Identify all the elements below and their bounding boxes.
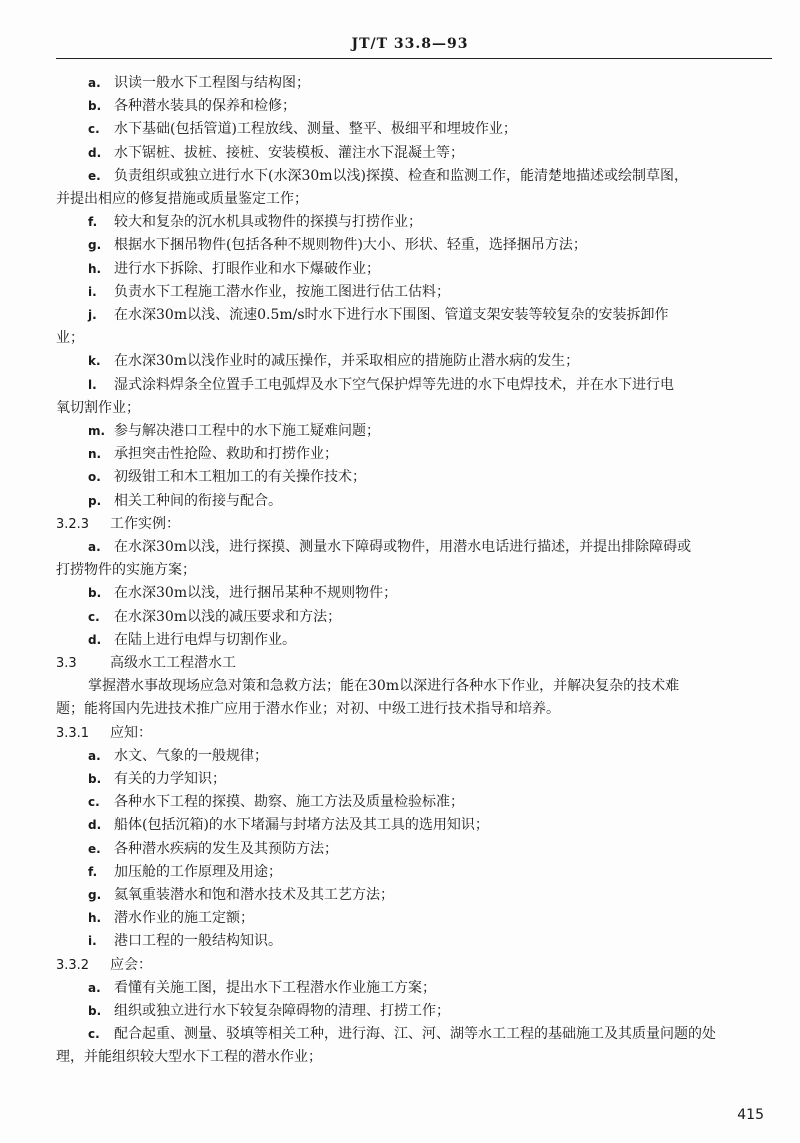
line-text: 在陆上进行电焊与切割作业。 bbox=[114, 631, 296, 648]
line-text: 在水深30m以浅，进行探摸、测量水下障碍或物件，用潜水电话进行描述，并提出排除障碍或 bbox=[114, 539, 692, 555]
item-label: d. bbox=[88, 818, 102, 833]
item-label: a. bbox=[88, 540, 101, 554]
item-label: e. bbox=[88, 168, 101, 183]
line-text: 有关的力学知识； bbox=[114, 771, 226, 787]
item-label: m. bbox=[88, 424, 106, 438]
text-line bbox=[56, 118, 800, 140]
text-line bbox=[56, 698, 772, 720]
text-line bbox=[56, 258, 800, 280]
line-text: 工作实例： bbox=[110, 515, 180, 532]
line-text: 在水深30m以浅、流速0.5m/s时水下进行水下围图、管道支架安装等较复杂的安装拆卸作 bbox=[114, 307, 669, 323]
line-text: 并提出相应的修复措施或质量鉴定工作； bbox=[56, 191, 308, 207]
item-label: i. bbox=[88, 284, 97, 299]
line-text: 进行水下拆除、打眼作业和水下爆破作业； bbox=[114, 260, 380, 277]
line-text: 参与解决港口工程中的水下施工疑难问题； bbox=[114, 423, 380, 439]
text-line bbox=[56, 861, 800, 883]
line-text: 题；能将国内先进技术推广应用于潜水作业；对初、中级工进行技术指导和培养。 bbox=[56, 701, 560, 718]
line-text: 各种潜水装具的保养和检修； bbox=[114, 98, 296, 115]
text-line bbox=[56, 930, 800, 952]
text-line bbox=[56, 420, 800, 442]
section-heading bbox=[56, 652, 772, 674]
item-label: d. bbox=[88, 632, 102, 647]
line-text: 配合起重、测量、驳填等相关工种，进行海、江、河、湖等水工工程的基础施工及其质量问题的处 bbox=[114, 1026, 716, 1043]
text-line bbox=[56, 606, 800, 628]
item-label: k. bbox=[88, 354, 101, 369]
text-line bbox=[56, 188, 772, 210]
text-line bbox=[56, 397, 772, 419]
item-label: o. bbox=[88, 470, 101, 485]
item-label: i. bbox=[88, 934, 97, 949]
text-line bbox=[56, 884, 800, 906]
item-label: e. bbox=[88, 841, 101, 856]
item-label: b. bbox=[88, 1004, 102, 1018]
page-header: JT/T 33.8—93 bbox=[351, 36, 469, 52]
item-label: p. bbox=[88, 493, 102, 508]
text-line bbox=[56, 629, 800, 651]
line-text: 各种潜水疾病的发生及其预防方法； bbox=[114, 840, 338, 857]
line-text: 负责组织或独立进行水下(水深30m以浅)探摸、检查和监测工作，能清楚地描述或绘制草图， bbox=[114, 167, 689, 184]
section-heading bbox=[56, 513, 772, 535]
line-text: 水下基础(包括管道)工程放线、测量、整平、极细平和埋坡作业； bbox=[114, 121, 517, 138]
item-label: h. bbox=[88, 261, 102, 276]
text-line bbox=[56, 907, 800, 929]
section-heading bbox=[56, 954, 772, 976]
line-text: 应会： bbox=[110, 956, 152, 973]
text-line bbox=[56, 838, 800, 860]
text-line bbox=[56, 536, 800, 558]
line-text: 较大和复杂的沉水机具或物件的探摸与打捞作业； bbox=[114, 214, 422, 231]
text-line bbox=[56, 675, 800, 697]
line-text: 湿式涂料焊条全位置手工电弧焊及水下空气保护焊等先进的水下电焊技术，并在水下进行电 bbox=[114, 376, 674, 393]
text-line bbox=[56, 443, 800, 465]
text-line bbox=[56, 768, 800, 790]
line-text: 业； bbox=[56, 330, 84, 347]
text-line bbox=[56, 1000, 800, 1022]
line-text: 负责水下工程施工潜水作业，按施工图进行估工估料； bbox=[114, 283, 450, 300]
text-line bbox=[56, 211, 800, 233]
line-text: 承担突击性抢险、救助和打捞作业； bbox=[114, 446, 338, 463]
item-label: a. bbox=[88, 980, 101, 995]
line-text: 氧切割作业； bbox=[56, 399, 140, 416]
item-label: f. bbox=[88, 215, 98, 230]
line-text: 在水深30m以浅，进行捆吊某种不规则物件； bbox=[114, 585, 398, 602]
line-text: 根据水下捆吊物件(包括各种不规则物件)大小、形状、轻重，选择捆吊方法； bbox=[114, 237, 587, 254]
text-line bbox=[56, 234, 800, 256]
line-text: 应知： bbox=[110, 724, 152, 741]
text-line bbox=[56, 559, 772, 581]
item-label: h. bbox=[88, 911, 102, 926]
item-label: b. bbox=[88, 772, 102, 786]
section-number: 3.3.1 bbox=[56, 725, 90, 741]
section-number: 3.3 bbox=[56, 656, 77, 671]
line-text: 各种水下工程的探摸、勘察、施工方法及质量检验标准； bbox=[114, 794, 464, 811]
line-text: 船体(包括沉箱)的水下堵漏与封堵方法及其工具的选用知识； bbox=[114, 817, 489, 834]
text-line bbox=[56, 1046, 772, 1068]
line-text: 加压舱的工作原理及用途； bbox=[114, 863, 282, 880]
item-label: g. bbox=[88, 888, 102, 902]
header-rule bbox=[56, 58, 772, 59]
text-line bbox=[56, 95, 800, 117]
item-label: d. bbox=[88, 145, 102, 160]
section-number: 3.3.2 bbox=[56, 957, 90, 973]
line-text: 理，并能组织较大型水下工程的潜水作业； bbox=[56, 1049, 322, 1066]
item-label: j. bbox=[88, 308, 97, 322]
text-line bbox=[56, 281, 800, 303]
line-text: 打捞物件的实施方案； bbox=[56, 562, 196, 579]
text-line bbox=[56, 791, 800, 813]
line-text: 港口工程的一般结构知识。 bbox=[114, 933, 282, 950]
line-text: 相关工种间的衔接与配合。 bbox=[114, 492, 282, 509]
text-line bbox=[56, 142, 800, 164]
line-text: 看懂有关施工图，提出水下工程潜水作业施工方案； bbox=[114, 979, 436, 996]
text-line bbox=[56, 814, 800, 836]
text-line bbox=[56, 1023, 800, 1045]
line-text: 水文、气象的一般规律； bbox=[114, 747, 268, 764]
item-label: a. bbox=[88, 748, 101, 763]
text-line bbox=[56, 165, 800, 187]
line-text: 初级钳工和木工粗加工的有关操作技术； bbox=[114, 469, 366, 486]
section-heading bbox=[56, 722, 772, 744]
page-number: 415 bbox=[737, 1107, 764, 1123]
text-line bbox=[56, 304, 800, 326]
item-label: b. bbox=[88, 99, 102, 114]
text-line bbox=[56, 490, 800, 512]
text-line bbox=[56, 745, 800, 767]
item-label: a. bbox=[88, 76, 101, 90]
item-label: c. bbox=[88, 122, 100, 137]
item-label: n. bbox=[88, 447, 102, 462]
section-number: 3.2.3 bbox=[56, 516, 90, 532]
item-label: f. bbox=[88, 864, 98, 879]
line-text: 水下锯桩、拔桩、接桩、安装模板、灌注水下混凝土等； bbox=[114, 144, 464, 161]
line-text: 组织或独立进行水下较复杂障碍物的清理、打捞工作； bbox=[114, 1003, 450, 1019]
line-text: 识读一般水下工程图与结构图； bbox=[114, 75, 310, 91]
text-line bbox=[56, 977, 800, 999]
line-text: 潜水作业的施工定额； bbox=[114, 910, 254, 927]
text-line bbox=[56, 327, 772, 349]
line-text: 高级水工工程潜水工 bbox=[110, 655, 236, 671]
line-text: 掌握潜水事故现场应急对策和急救方法；能在30m以深进行各种水下作业，并解决复杂的技术难 bbox=[88, 678, 680, 695]
item-label: c. bbox=[88, 1027, 100, 1042]
line-text: 在水深30m以浅作业时的减压操作，并采取相应的措施防止潜水病的发生； bbox=[114, 353, 580, 370]
text-line bbox=[56, 374, 800, 396]
item-label: c. bbox=[88, 795, 100, 810]
text-line bbox=[56, 350, 800, 372]
line-text: 氦氧重装潜水和饱和潜水技术及其工艺方法； bbox=[114, 887, 394, 903]
item-label: g. bbox=[88, 238, 102, 253]
text-line bbox=[56, 582, 800, 604]
item-label: l. bbox=[88, 377, 97, 392]
item-label: c. bbox=[88, 609, 100, 624]
line-text: 在水深30m以浅的减压要求和方法； bbox=[114, 608, 342, 625]
text-line bbox=[56, 72, 800, 94]
text-line bbox=[56, 466, 800, 488]
item-label: b. bbox=[88, 586, 102, 601]
